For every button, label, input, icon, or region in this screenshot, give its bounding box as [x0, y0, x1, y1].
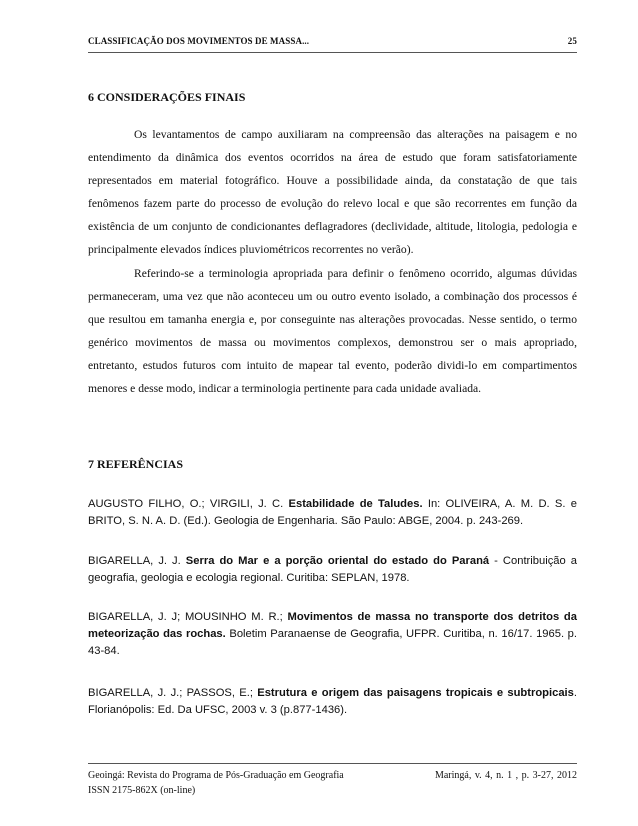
footer-journal: Geoingá: Revista do Programa de Pós-Graduação em Geografia [88, 770, 344, 781]
reference-authors: AUGUSTO FILHO, O.; VIRGILI, J. C. [88, 498, 289, 510]
reference-title: Serra do Mar e a porção oriental do estado do Paraná [185, 555, 490, 567]
reference-item [88, 553, 577, 587]
reference-title: Movimentos de massa no transporte dos detritos da meteorização das rochas. [88, 611, 577, 640]
running-header-title: CLASSIFICAÇÃO DOS MOVIMENTOS DE MASSA... [88, 36, 310, 46]
footer-issn: ISSN 2175-862X (on-line) [88, 785, 196, 796]
reference-details: In: OLIVEIRA, A. M. D. S. e BRITO, S. N. A. D. (Ed.). Geologia de Engenharia. São Paulo: ABGE, 2004. p. 243-269. [88, 498, 577, 527]
paragraph: Os levantamentos de campo auxiliaram na compreensão das alterações na paisagem e no entendimento da dinâmica dos eventos ocorridos na área de estudo que foram satisfatoriamente representados em material fotográfico. Houve a possibilidade ainda, da constatação de que tais fenômenos fazem parte do processo de evolução do relevo local e que são recorrentes em função da existência de um conjunto de condicionantes deflagradores (declividade, altitude, litologia, pedologia e principalmente elevados índices pluviométricos recorrentes no verão). [88, 128, 577, 257]
reference-title: Estabilidade de Taludes. [288, 498, 423, 510]
reference-details: . Florianópolis: Ed. Da UFSC, 2003 v. 3 (p.877-1436). [88, 687, 577, 716]
paragraph: Referindo-se a terminologia apropriada para definir o fenômeno ocorrido, algumas dúvidas permaneceram, uma vez que não aconteceu um ou outro evento isolado, a combinação dos processos é que resultou em tamanha energia e, por conseguinte nas alterações provocadas. Nesse sentido, o termo genérico movimentos de massa ou movimentos complexos, demonstrou ser o mais apropriado, entretanto, estudos futuros com intuito de mapear tal evento, poderão dividi-lo em compartimentos menores e desse modo, indicar a terminologia pertinente para cada unidade avaliada. [88, 266, 577, 396]
reference-authors: BIGARELLA, J. J; MOUSINHO M. R.; [88, 611, 288, 623]
reference-authors: BIGARELLA, J. J. [88, 555, 186, 567]
reference-details: Boletim Paranaense de Geografia, UFPR. Curitiba, n. 16/17. 1965. p. 43-84. [88, 628, 577, 657]
section-heading-considerations: 6 CONSIDERAÇÕES FINAIS [88, 90, 246, 104]
reference-details: - Contribuição a geografia, geologia e ecologia regional. Curitiba: SEPLAN, 1978. [88, 555, 577, 584]
footer-citation: Maringá, v. 4, n. 1 , p. 3-27, 2012 [434, 770, 577, 781]
reference-authors: BIGARELLA, J. J.; PASSOS, E.; [88, 687, 258, 699]
running-header [88, 36, 577, 46]
reference-item [88, 685, 577, 719]
footer-divider [88, 763, 577, 764]
header-divider [88, 52, 577, 53]
section-heading-references: 7 REFERÊNCIAS [88, 457, 184, 471]
reference-title: Estrutura e origem das paisagens tropicais e subtropicais [257, 687, 574, 699]
page-number: 25 [567, 36, 577, 46]
reference-item [88, 496, 577, 530]
section-body-considerations [88, 123, 577, 400]
reference-item [88, 609, 577, 660]
running-footer [88, 768, 577, 798]
